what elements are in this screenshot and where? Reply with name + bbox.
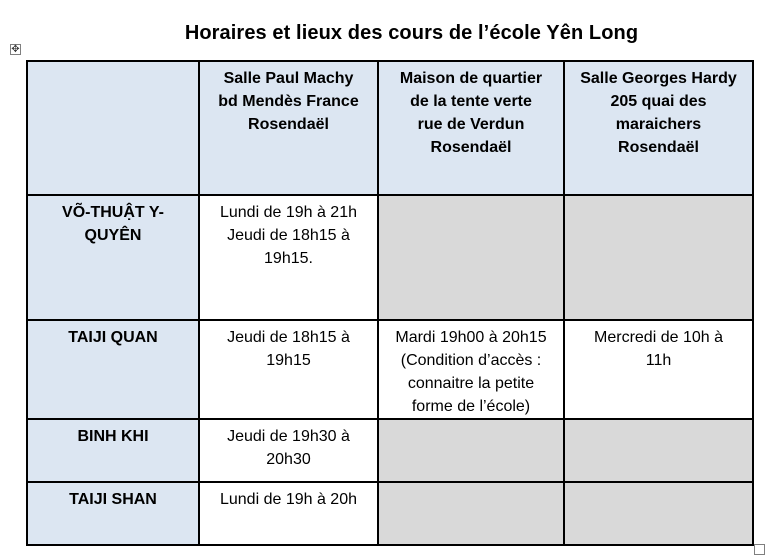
schedule-cell[interactable] [199, 320, 378, 419]
table-row-taiji-quan [27, 320, 753, 419]
header-salle-georges-hardy[interactable] [564, 61, 753, 195]
header-line: Salle Paul Machy [223, 70, 354, 87]
schedule-cell[interactable] [564, 320, 753, 419]
schedule-line: Lundi de 19h à 20h [219, 491, 357, 508]
header-maison-de-quartier[interactable] [378, 61, 564, 195]
row-label-line: TAIJI QUAN [68, 329, 158, 346]
header-line: de la tente verte [410, 93, 532, 110]
header-line: maraichers [615, 116, 702, 133]
header-line: Salle Georges Hardy [580, 70, 737, 87]
schedule-line: (Condition d’accès : [400, 352, 542, 369]
empty-cell[interactable] [564, 195, 753, 320]
empty-cell[interactable] [378, 482, 564, 545]
row-label-taiji-shan[interactable] [27, 482, 199, 545]
schedule-line: 11h [645, 352, 672, 369]
header-corner-cell[interactable] [27, 61, 199, 195]
schedule-line: 19h15 [266, 352, 311, 369]
schedule-cell[interactable] [199, 195, 378, 320]
table-row-binh-khi [27, 419, 753, 482]
document-title: Horaires et lieux des cours de l’école Yên Long [184, 22, 639, 44]
schedule-line: Lundi de 19h à 21h [219, 204, 357, 221]
schedule-line: 19h15. [264, 250, 313, 267]
schedule-line: connaitre la petite [407, 375, 535, 392]
row-label-taiji-quan[interactable] [27, 320, 199, 419]
schedule-cell[interactable] [199, 482, 378, 545]
schedule-cell[interactable] [378, 320, 564, 419]
table-resize-handle[interactable] [754, 544, 765, 555]
schedule-line: Jeudi de 18h15 à [227, 329, 350, 346]
header-line: Rosendaël [430, 139, 512, 156]
text-cursor [753, 416, 754, 429]
table-header-row [27, 61, 753, 195]
schedule-line: Mercredi de 10h à [594, 329, 723, 346]
row-label-line: VÕ-THUẬT Y- [62, 204, 164, 221]
schedule-table [26, 60, 754, 546]
schedule-cell[interactable] [199, 419, 378, 482]
table-row-taiji-shan [27, 482, 753, 545]
schedule-line: Jeudi de 18h15 à [227, 227, 350, 244]
header-line: Maison de quartier [399, 70, 543, 87]
row-label-line: QUYÊN [84, 227, 142, 244]
row-label-line: TAIJI SHAN [69, 491, 157, 508]
header-line: 205 quai des [610, 93, 707, 110]
header-line: rue de Verdun [417, 116, 525, 133]
empty-cell[interactable] [378, 419, 564, 482]
table-row-vo-thuat [27, 195, 753, 320]
schedule-line: 20h30 [266, 451, 311, 468]
header-salle-paul-machy[interactable] [199, 61, 378, 195]
schedule-line: Jeudi de 19h30 à [227, 428, 350, 445]
empty-cell[interactable] [564, 482, 753, 545]
schedule-line: Mardi 19h00 à 20h15 [395, 329, 547, 346]
row-label-binh-khi[interactable] [27, 419, 199, 482]
empty-cell[interactable] [378, 195, 564, 320]
table-move-handle-icon[interactable]: ✥ [11, 44, 20, 55]
schedule-line: forme de l’école) [411, 398, 531, 415]
row-label-vo-thuat[interactable] [27, 195, 199, 320]
header-line: Rosendaël [618, 139, 699, 156]
row-label-line: BINH KHI [77, 428, 149, 445]
empty-cell[interactable] [564, 419, 753, 482]
header-line: bd Mendès France [218, 93, 359, 110]
header-line: Rosendaël [248, 116, 329, 133]
